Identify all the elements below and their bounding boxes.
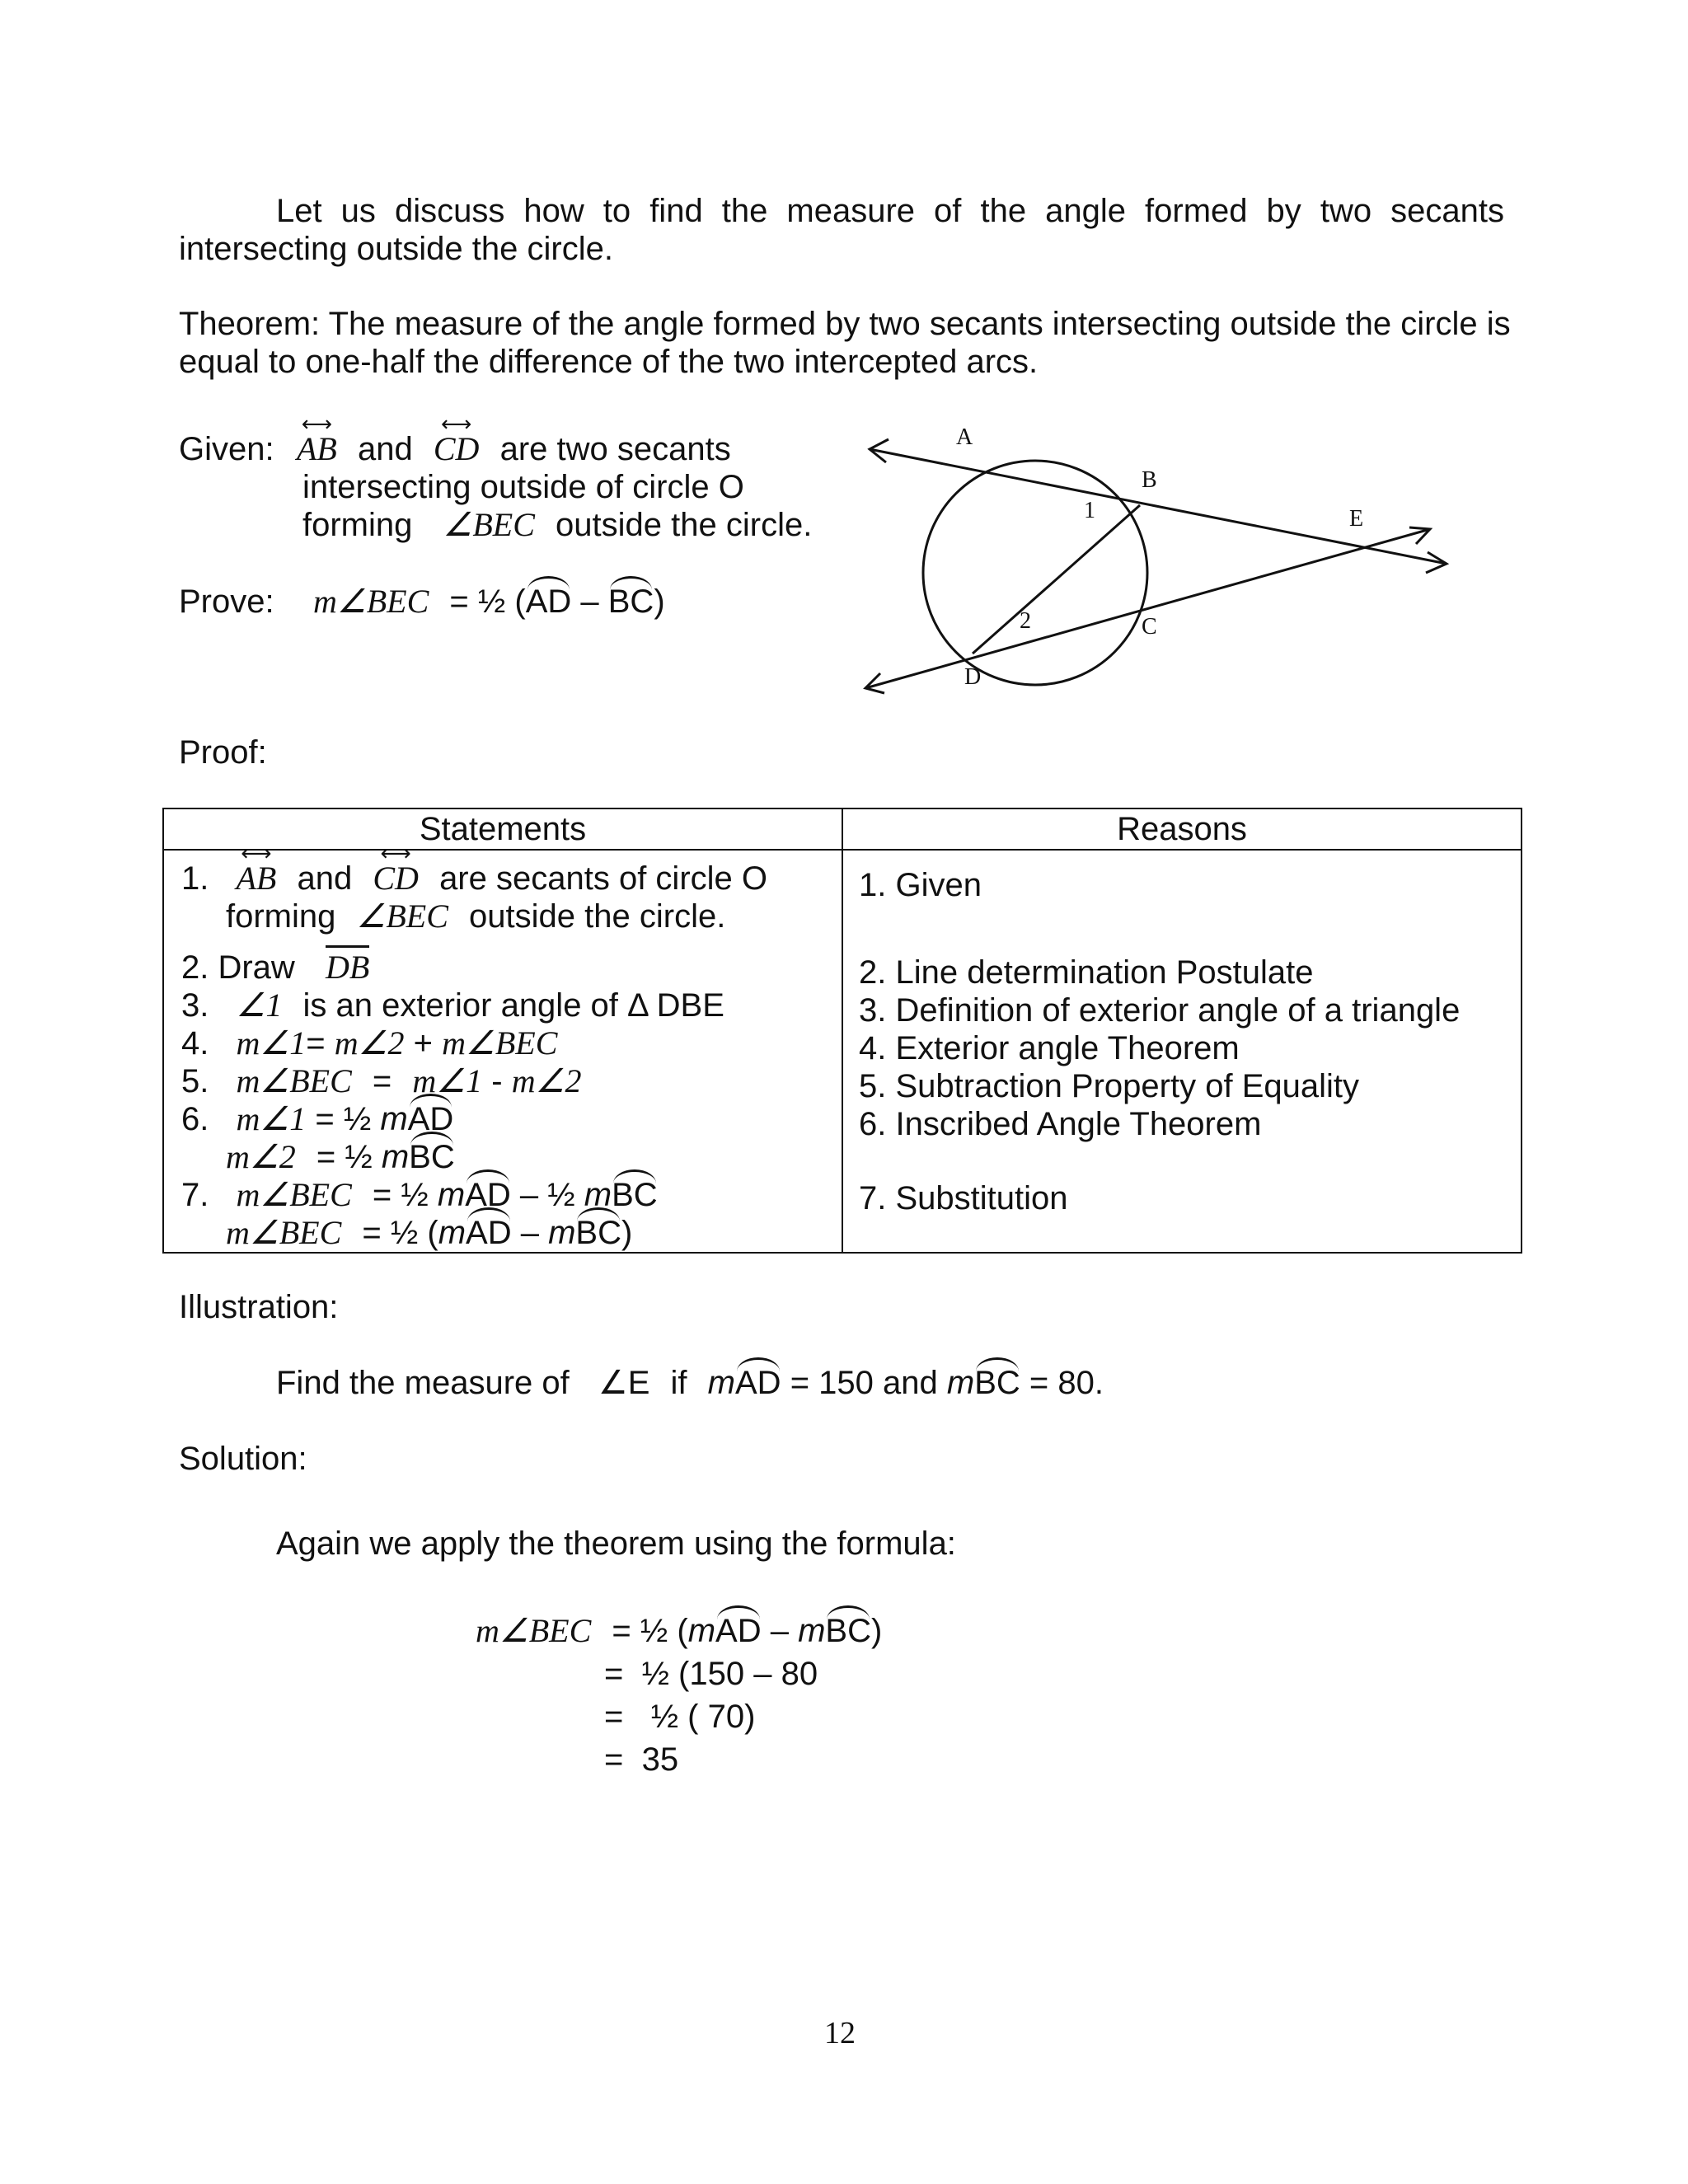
given-line-1 [297, 430, 731, 468]
statement-7-m1: m [437, 1177, 466, 1213]
illustration-label: Illustration: [179, 1289, 339, 1325]
prove-eq: = ½ ( [449, 583, 526, 620]
illustration-arc-ad: AD [735, 1365, 781, 1401]
statement-7-a: m∠BEC [236, 1176, 352, 1213]
statement-7b-a: m∠BEC [226, 1214, 342, 1251]
statement-6-arc: AD [407, 1101, 454, 1137]
label-e: E [1349, 506, 1364, 532]
statement-1-forming: forming [226, 898, 336, 935]
given-line-3 [302, 506, 812, 544]
statement-7-line-2 [226, 1214, 632, 1252]
statement-6-num: 6. [181, 1101, 209, 1137]
statement-4-c: m∠BEC [442, 1024, 558, 1062]
statement-6-line-2 [226, 1138, 455, 1176]
chord-db [973, 505, 1140, 654]
label-b: B [1142, 467, 1157, 493]
statement-1-angle: ∠BEC [356, 898, 448, 935]
arc-bc: BC [607, 583, 654, 620]
angle-e: ∠E [598, 1365, 650, 1401]
statement-4 [181, 1024, 557, 1062]
formula-angle: m∠BEC [476, 1612, 592, 1649]
label-a: A [956, 424, 973, 450]
statement-1-cd: ⟷ CD [373, 860, 419, 898]
outside-text: outside the circle. [556, 507, 813, 543]
proof-table [162, 808, 1522, 1254]
formula-eq: = ½ ( [612, 1613, 688, 1649]
statement-1-outside: outside the circle. [469, 898, 726, 935]
solution-intro: Again we apply the theorem using the formula: [276, 1526, 956, 1562]
statement-6b-m: m [381, 1139, 410, 1175]
statement-3-post: is an exterior angle of Δ DBE [302, 987, 724, 1024]
intro-line-2: intersecting outside the circle. [179, 231, 613, 267]
formula-minus: – [761, 1613, 799, 1649]
label-c: C [1142, 614, 1157, 640]
formula-line-2: = ½ (150 – 80 [604, 1656, 818, 1692]
measure-m1: m [707, 1365, 735, 1401]
statement-6-a: m∠1 [236, 1100, 307, 1137]
statement-5-num: 5. [181, 1063, 209, 1099]
statement-7-arc1: AD [465, 1177, 511, 1213]
statement-7-num: 7. [181, 1177, 209, 1213]
statement-5-c: m∠2 [511, 1062, 582, 1099]
page-number: 12 [824, 2016, 856, 2050]
statement-1-ab: ⟷ AB [236, 860, 276, 898]
theorem-line-1: Theorem: The measure of the angle formed by two secants intersecting outside the circle is [179, 306, 1511, 342]
value-80: = 80. [1029, 1365, 1104, 1401]
statement-4-num: 4. [181, 1025, 209, 1062]
statement-7-m2: m [584, 1177, 612, 1213]
and-text: and [358, 431, 413, 467]
angle-bec: ∠BEC [443, 506, 535, 543]
statement-1-num: 1. [181, 860, 209, 897]
solution-label: Solution: [179, 1441, 307, 1477]
formula-m2: m [798, 1613, 826, 1649]
formula-line-4: = 35 [604, 1741, 679, 1778]
statement-6b-eq: = ½ [316, 1139, 373, 1175]
formula-m1: m [687, 1613, 716, 1649]
illustration-arc-bc: BC [974, 1365, 1020, 1401]
reasons-cell [842, 850, 1522, 1253]
value-150: = 150 and [790, 1365, 938, 1401]
statement-4-eq: = [306, 1025, 326, 1062]
statement-7-eq: = ½ [372, 1177, 429, 1213]
statement-5-eq: = [372, 1063, 392, 1099]
statement-6 [181, 1100, 453, 1138]
prove-minus: – [571, 583, 608, 620]
statement-5-b: m∠1 [412, 1062, 483, 1099]
given-line-2: intersecting outside of circle O [302, 469, 744, 505]
reasons-header: Reasons [842, 808, 1522, 850]
statement-6b-a: m∠2 [226, 1138, 296, 1175]
statement-3-angle: ∠1 [236, 987, 283, 1024]
statement-6b-arc: BC [409, 1139, 455, 1175]
statement-5-a: m∠BEC [236, 1062, 352, 1099]
forming-text: forming [302, 507, 413, 543]
prove-angle: m∠BEC [313, 583, 429, 620]
line-cd: ⟷ CD [434, 430, 480, 468]
statement-2 [181, 949, 369, 987]
line-ab: ⟷ AB [297, 430, 337, 468]
prove-label: Prove: [179, 583, 274, 620]
statement-1-line-2 [226, 898, 725, 935]
find-text: Find the measure of [276, 1365, 570, 1401]
statements-cell [163, 850, 842, 1253]
statement-5-minus: - [491, 1063, 503, 1099]
statement-7b-m2: m [548, 1215, 576, 1251]
formula-arc-bc: BC [825, 1613, 871, 1649]
formula-arc-ad: AD [715, 1613, 762, 1649]
measure-m2: m [946, 1365, 975, 1401]
reason-3: 3. Definition of exterior angle of a triangle [859, 992, 1461, 1029]
formula-line-1 [476, 1612, 882, 1650]
label-angle-1: 1 [1084, 498, 1095, 523]
label-angle-2: 2 [1020, 608, 1031, 634]
statement-5 [181, 1062, 581, 1100]
arrowhead-cd-right [1409, 527, 1430, 544]
circle-o [923, 461, 1147, 685]
illustration-problem [276, 1364, 1104, 1402]
statement-6-eq: = ½ [315, 1101, 372, 1137]
statement-1 [181, 860, 767, 898]
prove-close: ) [654, 583, 665, 620]
given-post: are two secants [499, 431, 731, 467]
statement-7-mid: – ½ [510, 1177, 584, 1213]
reason-1: 1. Given [859, 867, 982, 903]
statement-3 [181, 987, 724, 1024]
statement-6-m: m [380, 1101, 408, 1137]
statement-4-b: m∠2 [334, 1024, 405, 1062]
reason-2: 2. Line determination Postulate [859, 954, 1314, 991]
statement-2-draw: 2. Draw [181, 949, 295, 986]
prove-statement [313, 583, 665, 621]
secant-cd [865, 529, 1430, 688]
statement-4-plus: + [413, 1025, 433, 1062]
statement-7b-arc2: BC [575, 1215, 621, 1251]
intro-line-1: Let us discuss how to find the measure of the angle formed by two secants [276, 193, 1504, 229]
arc-ad: AD [525, 583, 572, 620]
statement-7b-arc1: AD [466, 1215, 512, 1251]
secant-diagram [849, 416, 1451, 705]
formula-close: ) [870, 1613, 883, 1649]
statement-7b-eq: = ½ ( [362, 1215, 438, 1251]
reason-4: 4. Exterior angle Theorem [859, 1030, 1240, 1066]
formula-line-3: = ½ ( 70) [604, 1699, 756, 1735]
statement-1-and: and [297, 860, 353, 897]
statement-4-a: m∠1 [236, 1024, 307, 1062]
statement-7 [181, 1176, 658, 1214]
statement-7b-mid: – [511, 1215, 549, 1251]
statement-7b-close: ) [621, 1215, 633, 1251]
statement-1-post: are secants of circle O [439, 860, 767, 897]
statement-3-num: 3. [181, 987, 209, 1024]
reason-7: 7. Substitution [859, 1180, 1068, 1216]
statement-7-arc2: BC [612, 1177, 658, 1213]
reason-5: 5. Subtraction Property of Equality [859, 1068, 1359, 1104]
reason-6: 6. Inscribed Angle Theorem [859, 1106, 1262, 1142]
segment-db: DB [325, 949, 370, 986]
proof-label: Proof: [179, 734, 267, 771]
given-label: Given: [179, 431, 274, 467]
statement-7b-m1: m [438, 1215, 467, 1251]
if-text: if [670, 1365, 687, 1401]
statements-header: Statements [163, 808, 842, 850]
label-d: D [964, 664, 982, 690]
theorem-line-2: equal to one-half the difference of the two intercepted arcs. [179, 344, 1039, 380]
